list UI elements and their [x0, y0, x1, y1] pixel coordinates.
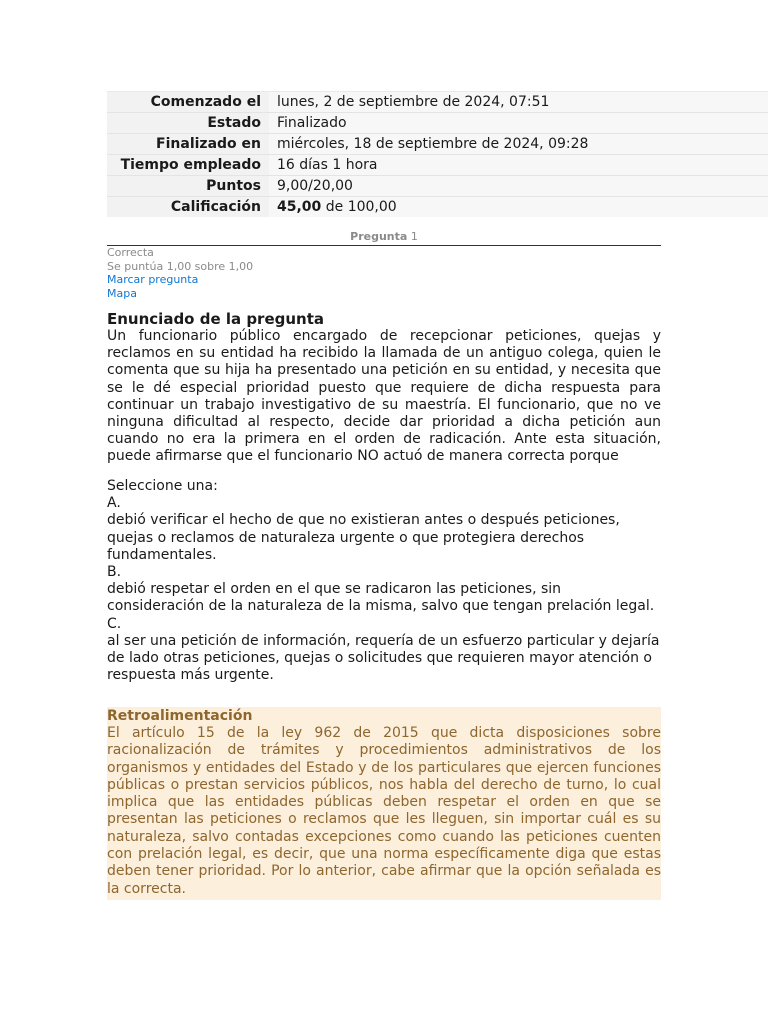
summary-value: 16 días 1 hora	[269, 155, 768, 176]
summary-value: lunes, 2 de septiembre de 2024, 07:51	[269, 92, 768, 113]
question-header	[107, 229, 661, 246]
summary-row-finished	[107, 134, 768, 155]
summary-value: Finalizado	[269, 113, 768, 134]
summary-row-started	[107, 92, 768, 113]
feedback-text: El artículo 15 de la ley 962 de 2015 que dicta disposiciones sobre racionalización de trámites y procedimientos administrativos de los organismos y entidades del Estado y de los particulares que ejercen funciones públicas o prestan servicios públicos, nos habla del derecho de turno, lo cual implica que las entidades públicas deben respetar el orden en que se presentan las peticiones o reclamos que les lleguen, sin importar cuál es su naturaleza, salvo contadas excepciones como cuando las peticiones cuenten con prelación legal, es decir, que una norma específicamente diga que estas deben tener prioridad. Por lo anterior, cabe afirmar que la opción señalada es la correcta.	[107, 725, 661, 897]
summary-label: Finalizado en	[107, 134, 269, 155]
summary-label: Calificación	[107, 197, 269, 218]
answer-option-c[interactable]	[107, 616, 661, 685]
question-score: Se puntúa 1,00 sobre 1,00	[107, 259, 254, 273]
option-letter: A.	[107, 495, 121, 512]
answer-option-b[interactable]	[107, 564, 661, 616]
summary-label: Estado	[107, 113, 269, 134]
feedback-title: Retroalimentación	[107, 708, 253, 724]
answer-block	[107, 478, 661, 684]
grade-score: 45,00	[277, 199, 322, 215]
flag-question-link[interactable]: Marcar pregunta	[107, 273, 199, 286]
answer-option-a[interactable]	[107, 495, 661, 564]
question-status: Correcta	[107, 246, 154, 259]
answer-prompt: Seleccione una:	[107, 478, 218, 494]
summary-value: 9,00/20,00	[269, 176, 768, 197]
option-text: al ser una petición de información, requería de un esfuerzo particular y dejaría de lado otras peticiones, quejas o solicitudes que requieren mayor atención o respuesta más urgente.	[107, 632, 660, 684]
summary-value	[269, 197, 768, 218]
summary-label: Tiempo empleado	[107, 155, 269, 176]
summary-row-time-taken	[107, 155, 768, 176]
summary-row-grade	[107, 197, 768, 218]
summary-row-points	[107, 176, 768, 197]
question-info	[107, 246, 407, 300]
summary-label: Comenzado el	[107, 92, 269, 113]
map-link[interactable]: Mapa	[107, 286, 137, 300]
question-number: 1	[410, 230, 418, 243]
question-text: Un funcionario público encargado de recepcionar peticiones, quejas y reclamos en su entidad ha recibido la llamada de un antiguo colega, quien le comenta que su hija ha presentado una petición en su entidad, y necesita que se le dé especial prioridad puesto que requiere de dicha respuesta para continuar un trabajo investigativo de su maestría. El funcionario, que no ve ninguna dificultad al respecto, decide dar prioridad a dicha petición aun cuando no era la primera en el orden de radicación. Ante esta situación, puede afirmarse que el funcionario NO actuó de manera correcta porque	[107, 328, 661, 465]
summary-row-state	[107, 113, 768, 134]
summary-label: Puntos	[107, 176, 269, 197]
question-title: Enunciado de la pregunta	[107, 310, 325, 328]
option-text: debió respetar el orden en el que se radicaron las peticiones, sin consideración de la naturaleza de la misma, salvo que tengan prelación legal.	[107, 581, 655, 615]
summary-value: miércoles, 18 de septiembre de 2024, 09:28	[269, 134, 768, 155]
attempt-summary-table	[107, 91, 768, 217]
grade-max: de 100,00	[321, 199, 397, 215]
question-label: Pregunta	[350, 230, 408, 243]
option-letter: B.	[107, 564, 122, 581]
feedback-panel	[107, 707, 661, 900]
option-letter: C.	[107, 615, 122, 632]
option-text: debió verificar el hecho de que no existieran antes o después peticiones, quejas o reclamos de naturaleza urgente o que protegiera derechos fundamentales.	[107, 512, 620, 563]
